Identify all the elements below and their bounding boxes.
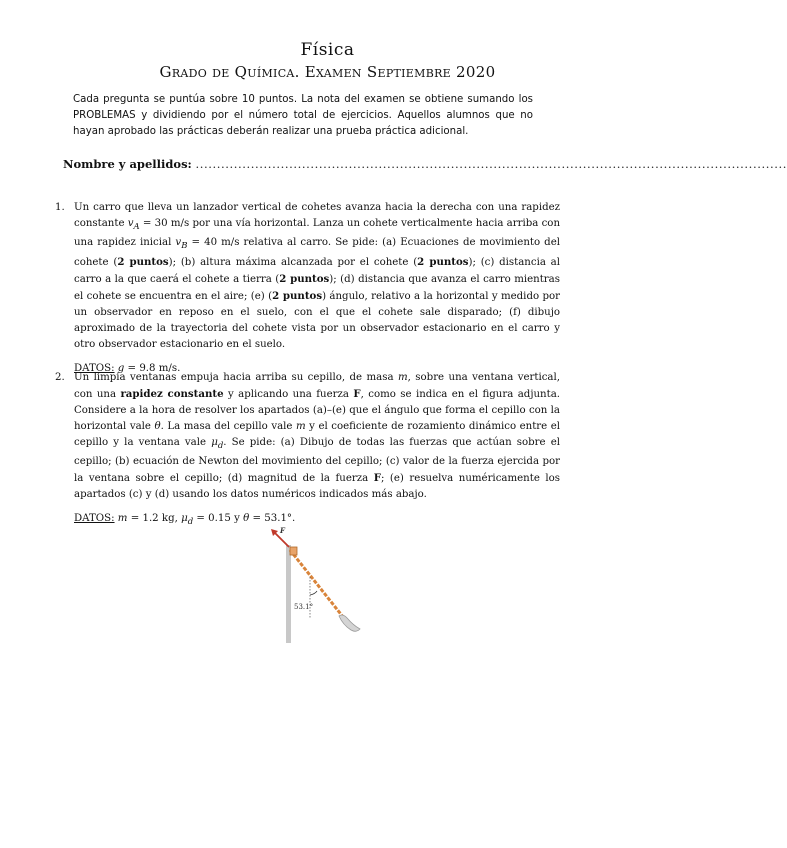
data-label: DATOS: xyxy=(74,363,115,375)
hand-icon xyxy=(339,615,360,631)
problem-2 xyxy=(55,370,560,530)
window-cleaner-figure xyxy=(265,523,370,645)
text-segment: , sobre una ventana vertical, con una xyxy=(74,372,560,400)
angle-arc xyxy=(310,591,317,595)
name-field-label: Nombre y apellidos: xyxy=(63,157,192,171)
text-segment: Un carro que lleva un lanzador vertical de cohetes avanza hacia la derecha con una rapidez constante xyxy=(74,202,560,229)
data-value: = 53.1°. xyxy=(249,513,296,525)
name-field-dots: ........................................................................................................................................... xyxy=(195,157,787,171)
text-segment: Un limpia ventanas empuja hacia arriba su cepillo, de masa xyxy=(74,372,398,383)
problem-number: 2. xyxy=(55,372,65,383)
points-label: 2 puntos xyxy=(279,273,330,286)
text-segment: ); (d) distancia que avanza el carro mientras el cohete se encuentra en el aire; (e) ( xyxy=(74,274,560,303)
data-value: = 1.2 kg, xyxy=(127,513,182,525)
math-var: m xyxy=(397,372,408,383)
name-field[interactable] xyxy=(63,157,787,171)
math-var: θ xyxy=(243,513,250,525)
math-var: g xyxy=(117,363,125,375)
problem-statement xyxy=(74,370,560,503)
force-label: F xyxy=(280,526,285,535)
math-var: μ xyxy=(181,513,188,525)
math-var: μ xyxy=(211,437,218,448)
text-segment: = 40 m/s relativa al carro. Se pide: (a) Ecuaciones de movimiento del cohete ( xyxy=(74,237,560,269)
text-segment: y el coeficiente de rozamiento dinámico entre el cepillo y la ventana vale xyxy=(74,421,561,448)
angle-label: 53.1° xyxy=(294,603,314,611)
vector-symbol: F xyxy=(373,472,381,485)
problem-number: 1. xyxy=(55,202,65,213)
text-segment: ); (b) altura máxima alcanzada por el cohete ( xyxy=(168,257,418,269)
problem-statement xyxy=(74,200,560,353)
text-segment: , como se indica en el figura adjunta. Considere a la hora de resolver los apartados (a)–(e) que el ángulo que forma el cepillo con la horizontal vale xyxy=(74,389,561,432)
math-var: m xyxy=(117,513,128,525)
points-label: 2 puntos xyxy=(117,256,169,269)
data-label: DATOS: xyxy=(74,513,115,525)
text-segment: y aplicando una fuerza xyxy=(223,389,354,400)
page-title: Física xyxy=(300,40,355,60)
math-var: v xyxy=(175,237,182,249)
brush-head xyxy=(290,547,297,555)
text-segment: = 30 m/s por una vía horizontal. Lanza un cohete verticalmente hacia arriba con una rapidez inicial xyxy=(74,218,561,249)
math-var: θ xyxy=(154,421,161,432)
math-var: v xyxy=(127,218,134,229)
page-subtitle: Grado de Química. Examen Septiembre 2020 xyxy=(159,63,496,81)
math-subscript: d xyxy=(187,517,194,528)
points-label: 2 puntos xyxy=(417,256,469,269)
text-segment: . Se pide: (a) Dibujo de todas las fuerzas que actúan sobre el cepillo; (b) ecuación de Newton del movimiento del cepillo; (c) valor de la fuerza ejercida por la ventana sobre el cepillo; (d) magnitud de la fuerza xyxy=(74,437,560,485)
text-segment: . La masa del cepillo vale xyxy=(160,421,296,432)
text-segment: ; (e) resuelva numéricamente los apartados (c) y (d) usando los datos numéricos indicados más abajo. xyxy=(74,473,560,501)
text-segment: ); (c) distancia al carro a la que caerá el cohete a tierra ( xyxy=(74,257,561,286)
math-subscript: A xyxy=(133,222,140,233)
instructions-paragraph: Cada pregunta se puntúa sobre 10 puntos. La nota del examen se obtiene sumando los PROBLEMAS y dividiendo por el número total de ejercicios. Aquellos alumnos que no hayan aprobado las prácticas deberán realizar una prueba práctica adicional. xyxy=(73,94,533,137)
math-subscript: B xyxy=(181,241,188,252)
window-pole xyxy=(286,545,291,643)
text-segment: ) ángulo, relativo a la horizontal y medido por un observador en reposo en el suelo, con el que el cohete sale disparado; (f) dibujo aproximado de la trayectoria del cohete vista por un observador estacionario en el carro y otro observador estacionario en el suelo. xyxy=(74,291,560,351)
math-subscript: d xyxy=(217,441,224,452)
points-label: 2 puntos xyxy=(272,290,323,303)
vector-symbol: F xyxy=(353,388,361,400)
problem-1 xyxy=(55,200,560,377)
data-value: = 9.8 m/s. xyxy=(124,363,181,375)
bold-phrase: rapidez constante xyxy=(120,388,224,400)
data-value: = 0.15 y xyxy=(193,513,244,525)
math-var: m xyxy=(295,421,306,432)
